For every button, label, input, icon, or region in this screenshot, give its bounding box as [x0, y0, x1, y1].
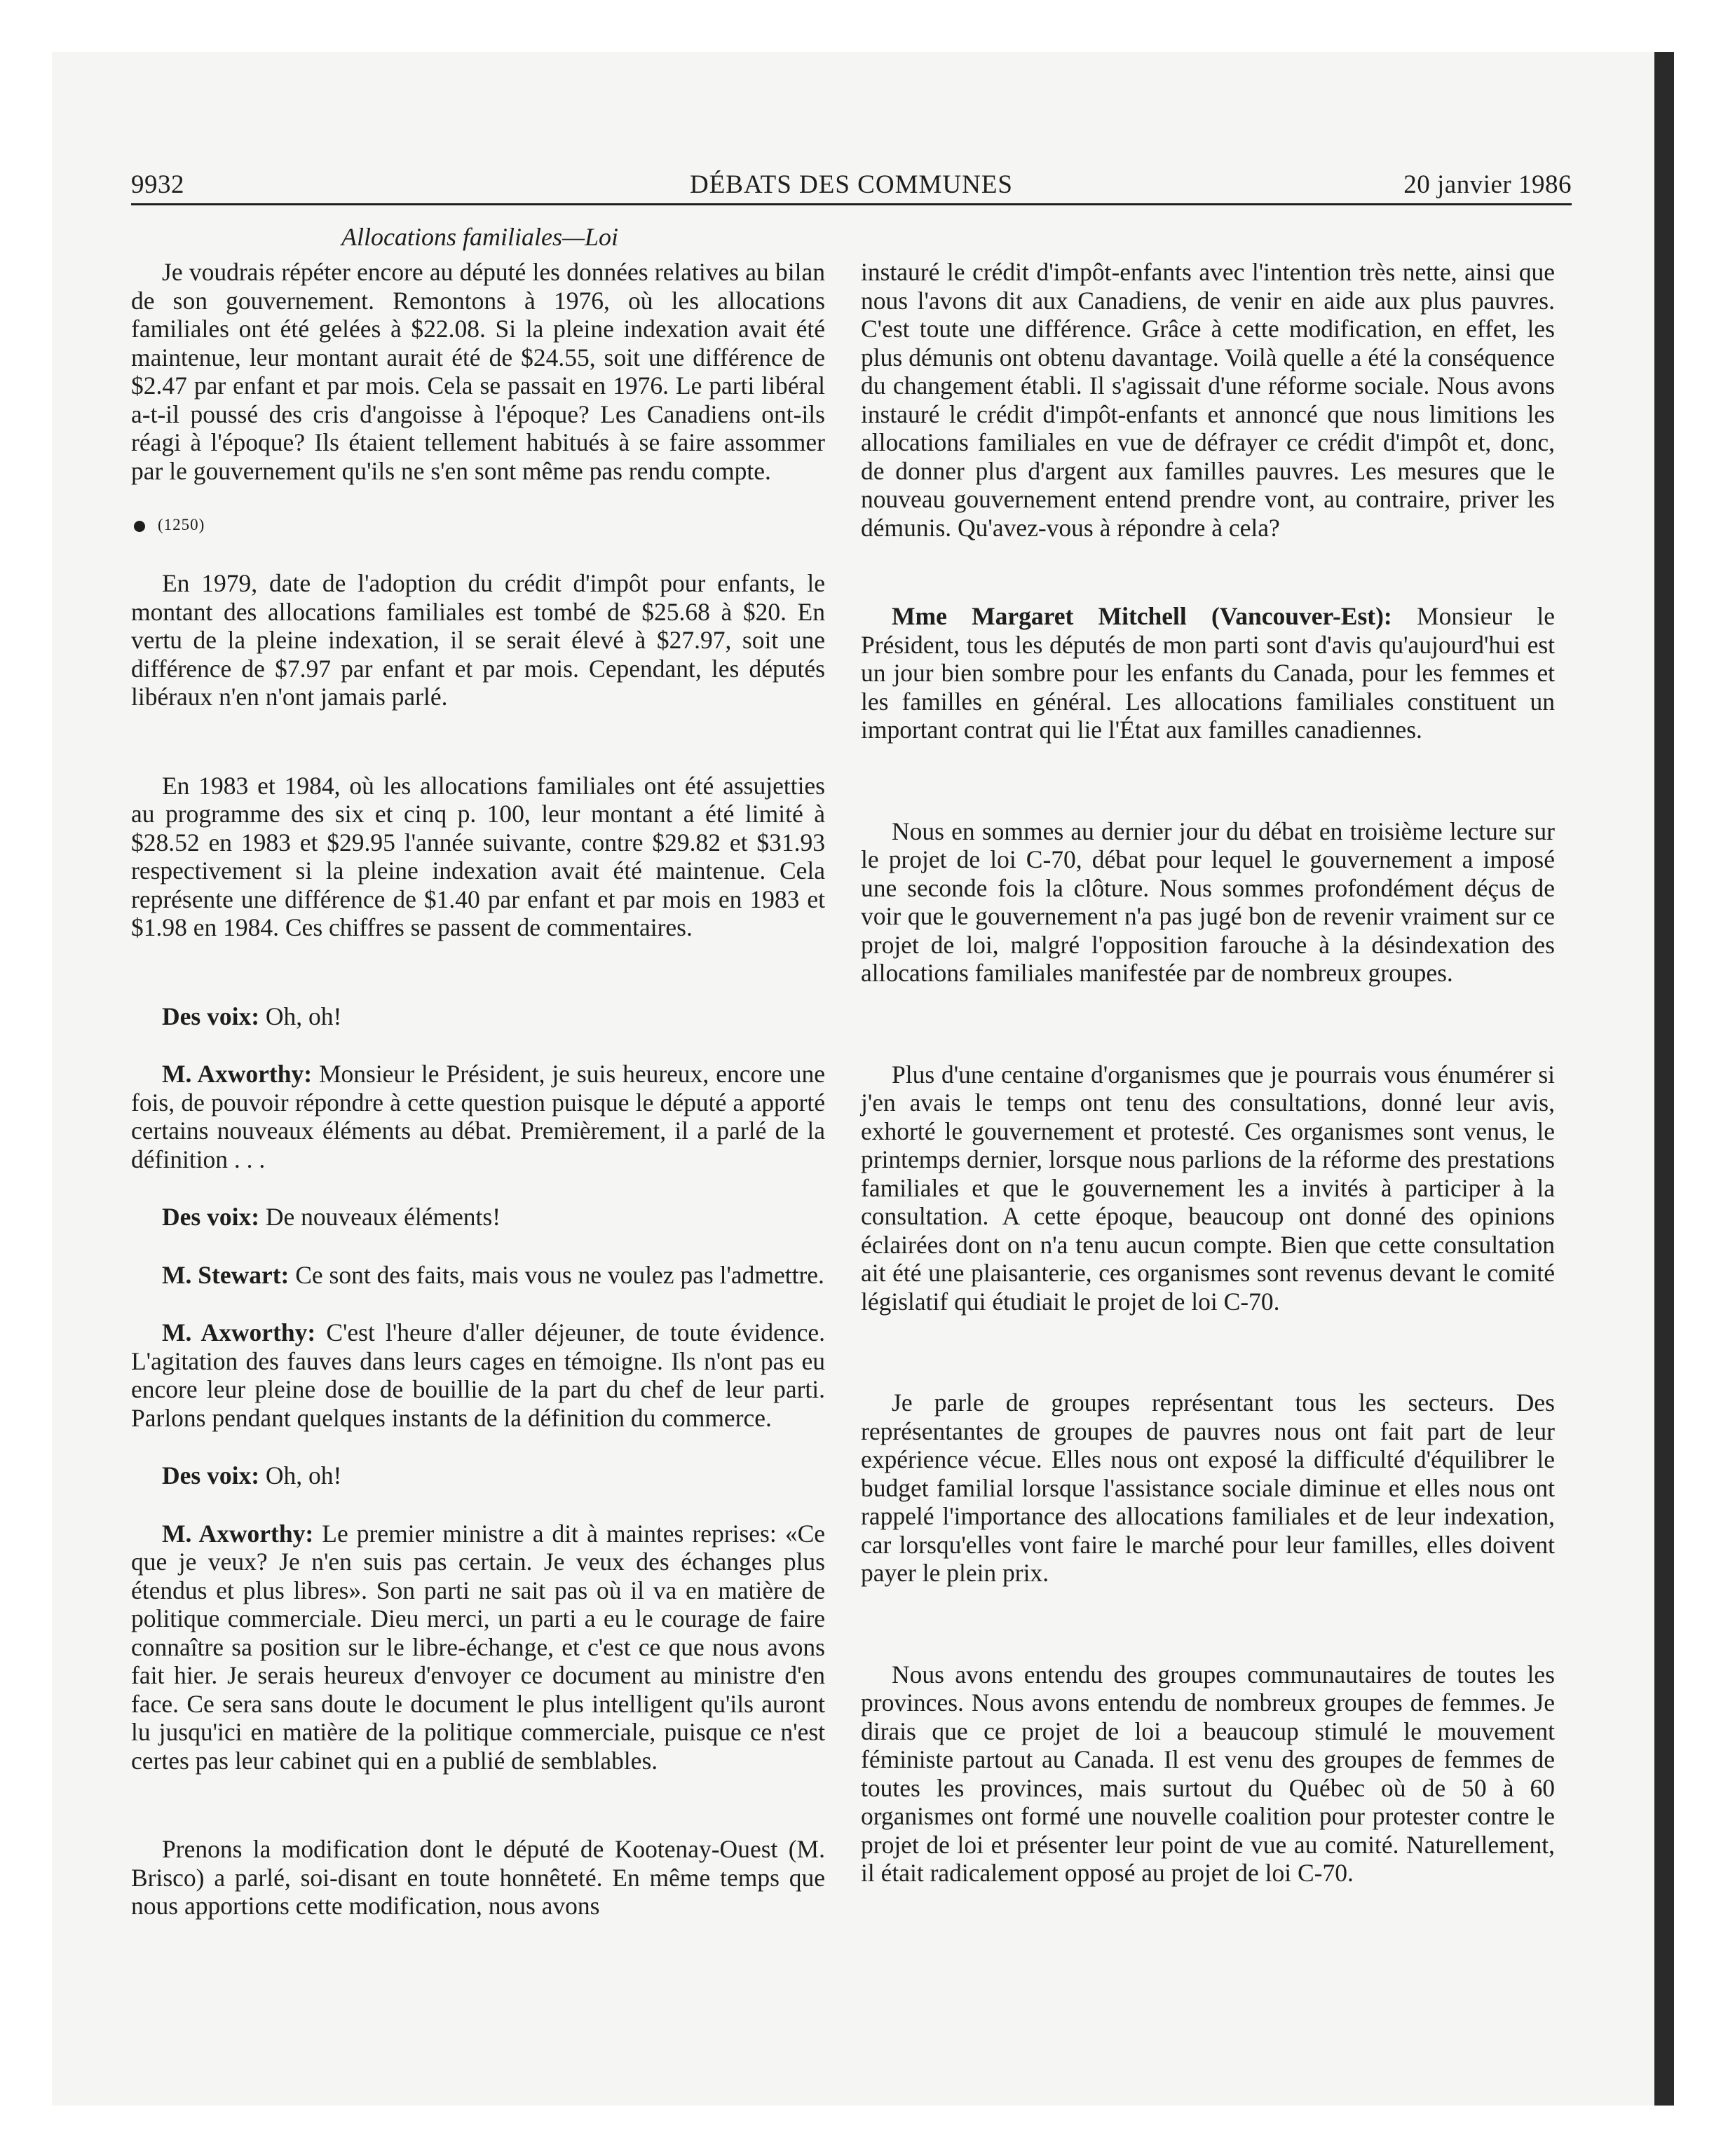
- speech-text: Monsieur le Président, je suis heureux, encore une fois, de pouvoir répondre à cette question puisque le député a apporté certains nouveaux éléments au débat. Premièrement, il a parlé de la définition . . .: [131, 1060, 825, 1173]
- time-marker-label: (1250): [158, 516, 205, 533]
- paragraph: Nous avons entendu des groupes communautaires de toutes les provinces. Nous avons entendu de nombreux groupes de femmes. Je dirais que ce projet de loi a beaucoup stimulé le mouvement féministe partout au Canada. Il est venu des groupes de femmes de toutes les provinces, mais surtout du Québec où de 50 à 60 organismes ont formé une nouvelle coalition pour protester contre le projet de loi et présenter leur point de vue au comité. Naturellement, il était radicalement opposé au projet de loi C-70.: [861, 1660, 1555, 1887]
- page-edge-shadow: [1654, 52, 1674, 2106]
- speech: [131, 1002, 825, 1031]
- left-column: [131, 258, 825, 1950]
- speaker-name: Des voix:: [162, 1461, 260, 1489]
- running-header: [131, 165, 1572, 205]
- speaker-name: M. Axworthy:: [162, 1060, 313, 1088]
- speech: [131, 1261, 825, 1290]
- speech-text: Le premier ministre a dit à maintes reprises: «Ce que je veux? Je n'en suis pas certain. Je veux des échanges plus étendus et plus libres». Son parti ne sait pas où il va en matière de politique commerciale. Dieu merci, un parti a eu le courage de faire connaître sa position sur le libre-échange, et c'est ce que nous avons fait hier. Je serais heureux d'envoyer ce document au ministre d'en face. Ce sera sans doute le document le plus intelligent qu'ils auront lu jusqu'ici en matière de la politique commerciale, puisque ce n'est certes pas leur cabinet qui en a publié de semblables.: [131, 1519, 825, 1775]
- publication-title: DÉBATS DES COMMUNES: [689, 170, 1013, 199]
- speaker-name: Des voix:: [162, 1002, 260, 1030]
- speaker-name: M. Axworthy:: [162, 1519, 314, 1548]
- speech: [131, 1203, 825, 1231]
- subject-heading: Allocations familiales—Loi: [341, 223, 618, 251]
- speech-text: De nouveaux éléments!: [259, 1203, 501, 1231]
- speaker-name: Des voix:: [162, 1203, 260, 1231]
- speaker-name: M. Stewart:: [162, 1260, 290, 1289]
- speech-text: C'est l'heure d'aller déjeuner, de toute évidence. L'agitation des fauves dans leurs cages en témoigne. Ils n'ont pas eu encore leur pleine dose de bouillie de la part du chef de leur parti. Parlons pendant quelques instants de la définition du commerce.: [131, 1318, 825, 1432]
- speech-text: Monsieur le Président, tous les députés de mon parti sont d'avis qu'aujourd'hui est un jour bien sombre pour les enfants du Canada, pour les femmes et les familles en général. Les allocations familiales constituent un important contrat qui lie l'État aux familles canadiennes.: [861, 602, 1555, 744]
- speaker-name: Mme Margaret Mitchell (Vancouver-Est):: [892, 602, 1392, 630]
- right-column: [861, 258, 1555, 1917]
- speech-text: Oh, oh!: [259, 1461, 342, 1489]
- header-rule: [131, 203, 1572, 205]
- speech: [131, 1318, 825, 1432]
- paragraph: En 1979, date de l'adoption du crédit d'impôt pour enfants, le montant des allocations familiales est tombé de $25.68 à $20. En vertu de la pleine indexation, il se serait élevé à $27.97, soit une différence de $7.97 par enfant et par mois. Cependant, les députés libéraux n'en n'ont jamais parlé.: [131, 569, 825, 711]
- time-marker: [134, 514, 825, 535]
- speech: [861, 602, 1555, 744]
- paragraph: En 1983 et 1984, où les allocations familiales ont été assujetties au programme des six et cinq p. 100, leur montant a été limité à $28.52 en 1983 et $29.95 l'année suivante, contre $29.82 et $31.93 respectivement si la pleine indexation avait été maintenue. Cela représente une différence de $1.40 par enfant et par mois en 1983 et $1.98 en 1984. Ces chiffres se passent de commentaires.: [131, 771, 825, 941]
- paragraph: Plus d'une centaine d'organismes que je pourrais vous énumérer si j'en avais le temps ont tenu des consultations, donné leur avis, exhorté le gouvernement et protesté. Ces organismes sont venus, le printemps dernier, lorsque nous parlions de la réforme des prestations familiales et que le gouvernement les a invités à participer à la consultation. A cette époque, beaucoup ont donné des opinions éclairées dont on n'a tenu aucun compte. Bien que cette consultation ait été une plaisanterie, ces organismes sont revenus devant le comité législatif qui étudiait le projet de loi C-70.: [861, 1060, 1555, 1316]
- speech: [131, 1461, 825, 1490]
- bullet-icon: [134, 521, 145, 532]
- speech: [131, 1060, 825, 1173]
- paragraph: Je voudrais répéter encore au député les données relatives au bilan de son gouvernement. Remontons à 1976, où les allocations familiales ont été gelées à $22.08. Si la pleine indexation avait été maintenue, leur montant aurait été de $24.55, soit une différence de $2.47 par enfant et par mois. Cela se passait en 1976. Le parti libéral a-t-il poussé des cris d'angoisse à l'époque? Les Canadiens ont-ils réagi à l'époque? Ils étaient tellement habitués à se faire assommer par le gouvernement qu'ils ne s'en sont même pas rendu compte.: [131, 258, 825, 485]
- speaker-name: M. Axworthy:: [162, 1318, 316, 1346]
- paragraph: Prenons la modification dont le député de Kootenay-Ouest (M. Brisco) a parlé, soi-disant en toute honnêteté. En même temps que nous apportions cette modification, nous avons: [131, 1835, 825, 1920]
- speech-text: Ce sont des faits, mais vous ne voulez pas l'admettre.: [289, 1260, 824, 1289]
- paragraph: Nous en sommes au dernier jour du débat en troisième lecture sur le projet de loi C-70, débat pour lequel le gouvernement a imposé une seconde fois la clôture. Nous sommes profondément déçus de voir que le gouvernement n'a pas jugé bon de revenir vraiment sur ce projet de loi, malgré l'opposition farouche à la désindexation des allocations familiales manifestée par de nombreux groupes.: [861, 817, 1555, 987]
- page-number: 9932: [131, 170, 184, 199]
- header-date: 20 janvier 1986: [1403, 170, 1572, 199]
- speech: [131, 1520, 825, 1775]
- paragraph: instauré le crédit d'impôt-enfants avec l'intention très nette, ainsi que nous l'avons dit aux Canadiens, de venir en aide aux plus pauvres. C'est toute une différence. Grâce à cette modification, en effet, les plus démunis ont obtenu davantage. Voilà quelle a été la conséquence du changement établi. Il s'agissait d'une réforme sociale. Nous avons instauré le crédit d'impôt-enfants et annoncé que nous limitions les allocations familiales en vue de défrayer ce crédit d'impôt et, donc, de donner plus d'argent aux familles pauvres. Les mesures que le nouveau gouvernement entend prendre vont, au contraire, priver les démunis. Qu'avez-vous à répondre à cela?: [861, 258, 1555, 542]
- speech-text: Oh, oh!: [259, 1002, 342, 1030]
- paragraph: Je parle de groupes représentant tous les secteurs. Des représentantes de groupes de pauvres nous ont fait part de leur expérience vécue. Elles nous ont exposé la difficulté d'équilibrer le budget familial lorsque l'assistance sociale diminue et elles nous ont rappelé l'importance des allocations familiales et de leur indexation, car lorsqu'elles vont faire le marché pour leur familles, elles doivent payer le plein prix.: [861, 1389, 1555, 1587]
